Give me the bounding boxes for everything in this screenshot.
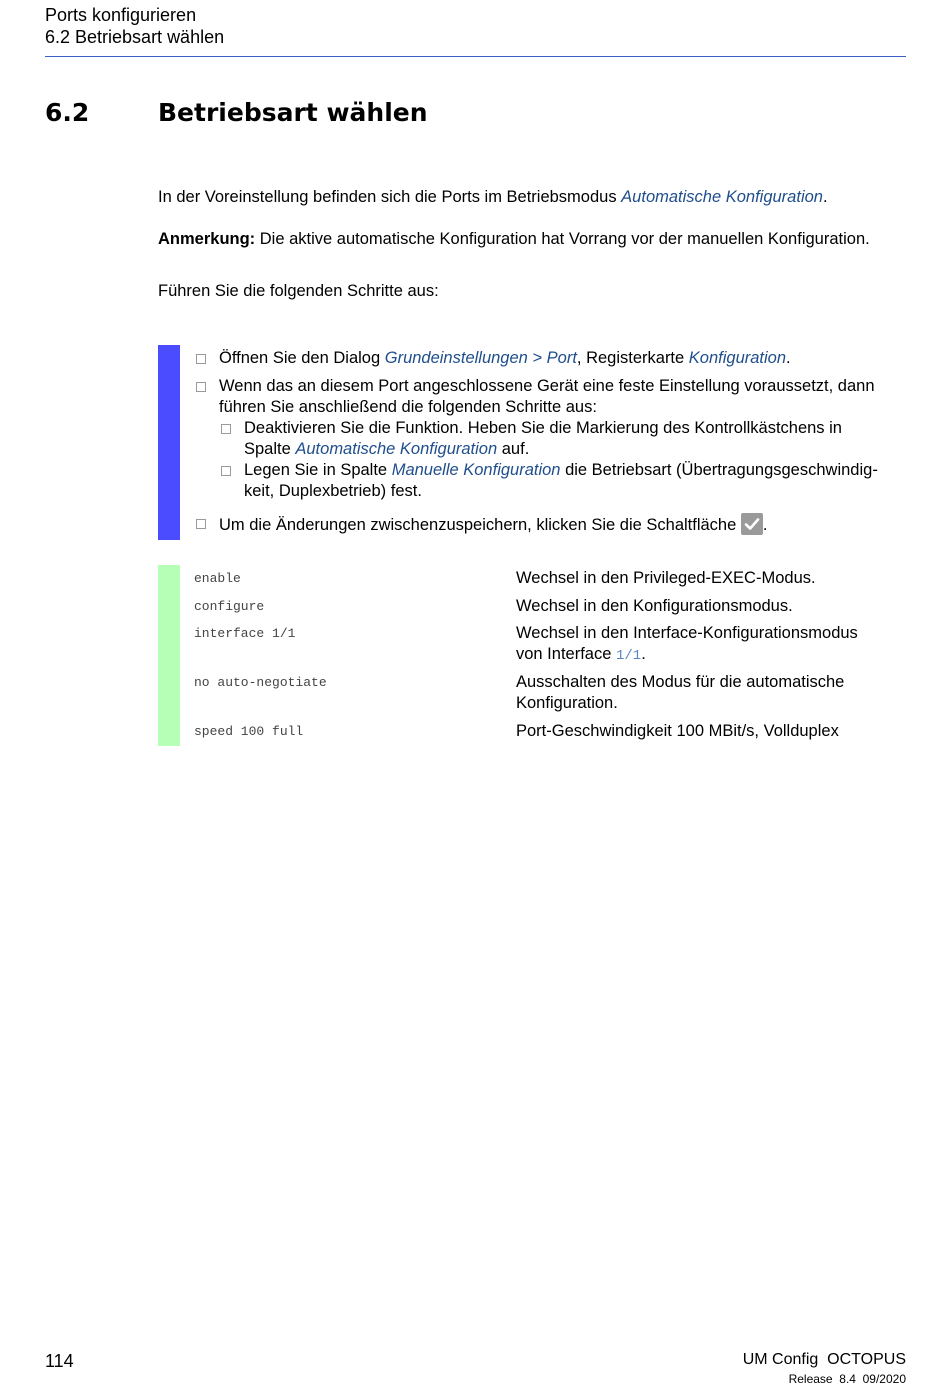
cli-desc-interface: Wechsel in den Interface-Konfigurationsmodus von Interface 1/1. (516, 624, 858, 664)
step-2b: Legen Sie in Spalte Manuelle Konfiguration die Betriebsart (Übertragungsgeschwindig- keit, Duplexbetrieb) fest. (221, 460, 911, 504)
note-paragraph: Anmerkung: Die aktive automatische Konfiguration hat Vorrang vor der manuellen Konfiguration. (158, 230, 870, 248)
step-2-line-1: Wenn das an diesem Port angeschlossene Gerät eine feste Einstellung voraussetzt, dann (219, 377, 875, 395)
checkbox-icon (196, 354, 206, 364)
steps-intro: Führen Sie die folgenden Schritte aus: (158, 282, 439, 300)
cli-desc-no-auto-negotiate: Ausschalten des Modus für die automatische Konfiguration. (516, 673, 845, 712)
running-header-chapter: Ports konfigurieren (45, 5, 197, 25)
step-2b-line-2: keit, Duplexbetrieb) fest. (244, 482, 422, 500)
cli-desc-configure: Wechsel in den Konfigurationsmodus. (516, 597, 793, 615)
step-2a: Deaktivieren Sie die Funktion. Heben Sie die Markierung des Kontrollkästchens in Spalte Automatische Konfiguration auf. (221, 418, 911, 462)
header-divider (45, 56, 906, 57)
section-title: Betriebsart wählen (158, 98, 428, 127)
section-number: 6.2 (45, 98, 90, 127)
intro-paragraph: In der Voreinstellung befinden sich die Ports im Betriebsmodus Automatische Konfiguration. (158, 188, 828, 206)
link-manuelle-konfiguration[interactable]: Manuelle Konfiguration (391, 461, 561, 479)
link-konfiguration[interactable]: Konfiguration (688, 349, 787, 367)
link-grundeinstellungen-port[interactable]: Grundeinstellungen > Port (384, 349, 577, 367)
footer-document-title: UM Config OCTOPUS (742, 1351, 906, 1368)
link-automatische-konfiguration[interactable]: Automatische Konfiguration (621, 188, 823, 206)
cli-desc-enable: Wechsel in den Privileged-EXEC-Modus. (516, 569, 816, 587)
running-header-section: 6.2 Betriebsart wählen (45, 27, 225, 47)
cli-command-speed: speed 100 full (194, 724, 304, 739)
checkbox-icon (221, 424, 231, 434)
step-2 (196, 376, 916, 420)
step-2-line-2: führen Sie anschließend die folgenden Schritte aus: (219, 398, 597, 416)
step-1: Öffnen Sie den Dialog Grundeinstellungen > Port, Registerkarte Konfiguration. (196, 348, 916, 370)
step-3: Um die Änderungen zwischenzuspeichern, klicken Sie die Schaltfläche . (196, 513, 916, 539)
cli-command-configure: configure (194, 599, 265, 614)
step-2a-line-1: Deaktivieren Sie die Funktion. Heben Sie die Markierung des Kontrollkästchens in (244, 419, 842, 437)
checkbox-icon (196, 519, 206, 529)
checkbox-icon (196, 382, 206, 392)
cli-desc-speed: Port-Geschwindigkeit 100 MBit/s, Vollduplex (516, 722, 839, 740)
page-number: 114 (45, 1351, 74, 1371)
gui-steps-marker-bar (158, 345, 180, 540)
cli-command-no-auto-negotiate: no auto-negotiate (194, 675, 327, 690)
cli-command-enable: enable (194, 571, 241, 586)
cli-steps-marker-bar (158, 565, 180, 746)
note-label: Anmerkung: (158, 230, 256, 248)
footer-release: Release 8.4 09/2020 (788, 1372, 906, 1386)
save-checkmark-icon[interactable] (741, 513, 763, 535)
link-interface-1-1[interactable]: 1/1 (615, 648, 642, 664)
checkbox-icon (221, 466, 231, 476)
cli-command-interface: interface 1/1 (194, 626, 296, 641)
link-automatische-konfiguration-column[interactable]: Automatische Konfiguration (295, 440, 498, 458)
